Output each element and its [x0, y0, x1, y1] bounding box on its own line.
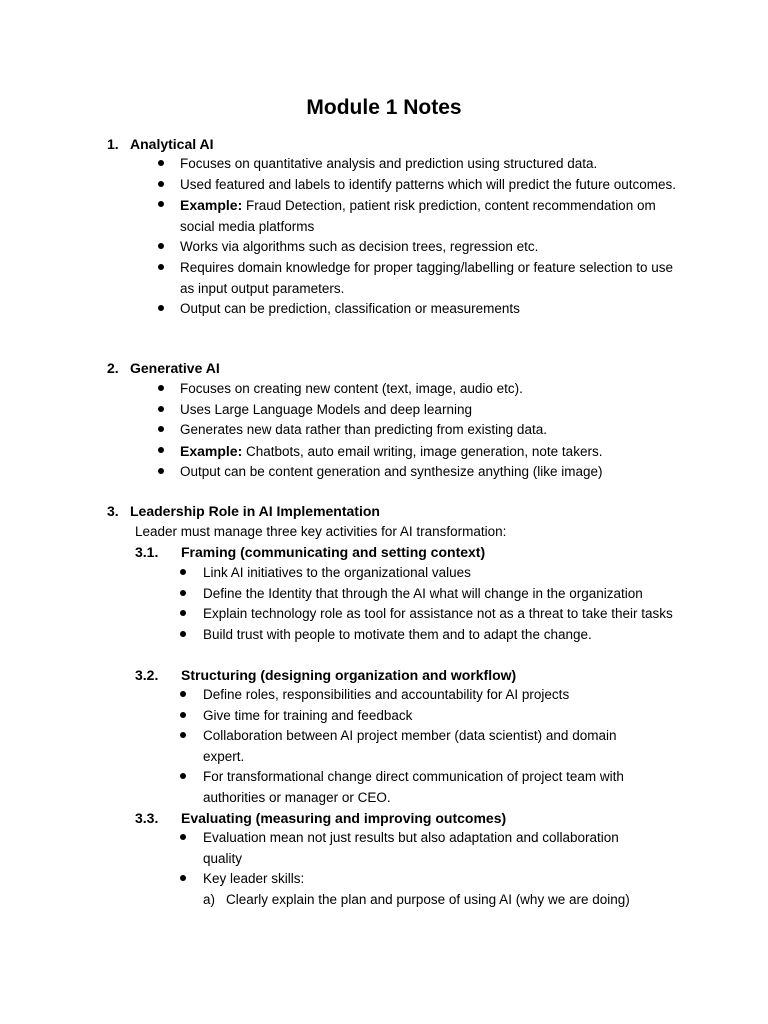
page-title: Module 1 Notes — [306, 96, 462, 119]
bullet-icon — [158, 305, 164, 311]
bullet-text: Works via algorithms such as decision trees, regression etc. — [180, 239, 539, 255]
bullet-icon — [180, 631, 186, 637]
section-number: 1. — [107, 136, 119, 152]
section-title: Leadership Role in AI Implementation — [130, 503, 380, 519]
list-item — [180, 299, 680, 320]
bullet-icon — [158, 201, 164, 207]
bullet-text: Focuses on creating new content (text, image, audio etc). — [180, 381, 523, 396]
list-item — [180, 237, 680, 258]
bullet-text: Used featured and labels to identify patterns which will predict the future outcomes. — [180, 176, 677, 192]
bullet-icon — [180, 875, 186, 881]
bullet-icon — [158, 447, 164, 453]
bullet-text: Fraud Detection, patient risk prediction, content recommendation om social media platforms — [180, 198, 656, 234]
bullet-list-evaluating — [203, 828, 653, 890]
bullet-icon — [180, 610, 186, 616]
bullet-icon — [158, 160, 164, 166]
list-item — [180, 258, 680, 299]
subsection-heading-evaluating — [135, 808, 506, 828]
list-item — [180, 175, 680, 196]
list-item — [203, 706, 653, 727]
section-number: 2. — [107, 360, 119, 376]
list-item — [203, 726, 653, 767]
bullet-text: Output can be content generation and synthesize anything (like image) — [180, 464, 603, 480]
bullet-text: Requires domain knowledge for proper tagging/labelling or feature selection to use as input output parameters. — [180, 259, 674, 296]
bullet-text: Give time for training and feedback — [203, 707, 413, 723]
bullet-text: Key leader skills: — [203, 871, 305, 887]
bullet-icon — [158, 264, 164, 270]
bullet-icon — [180, 569, 186, 575]
subsection-number: 3.3. — [135, 810, 159, 826]
bullet-icon — [180, 590, 186, 596]
subsection-number: 3.2. — [135, 667, 159, 683]
list-item — [180, 195, 680, 237]
bullet-icon — [180, 834, 186, 840]
bullet-icon — [180, 773, 186, 779]
bullet-text: Generates new data rather than predicting from existing data. — [180, 422, 547, 438]
bullet-text: Focuses on quantitative analysis and prediction using structured data. — [180, 156, 598, 171]
subsection-heading-structuring — [135, 665, 516, 685]
list-item — [203, 625, 673, 646]
list-item — [203, 604, 673, 625]
bullet-list-generative-ai — [180, 379, 700, 483]
list-item — [203, 828, 653, 869]
bullet-icon — [158, 181, 164, 187]
section-intro: Leader must manage three key activities for AI transformation: — [135, 524, 507, 539]
subsection-title: Framing (communicating and setting context) — [181, 544, 486, 560]
section-title: Generative AI — [130, 360, 220, 376]
list-item — [203, 563, 673, 584]
bullet-list-framing — [203, 563, 673, 645]
bullet-icon — [180, 712, 186, 718]
bullet-text: Explain technology role as tool for assistance not as a threat to take their tasks — [203, 606, 673, 622]
bullet-text: Uses Large Language Models and deep learning — [180, 401, 472, 417]
subsection-title: Evaluating (measuring and improving outcomes) — [181, 810, 507, 826]
list-item — [203, 685, 653, 706]
bullet-text: Link AI initiatives to the organizational values — [203, 565, 471, 580]
bullet-text: Define roles, responsibilities and accountability for AI projects — [203, 687, 570, 702]
bullet-list-analytical-ai — [180, 154, 680, 320]
bullet-text: Chatbots, auto email writing, image generation, note takers. — [242, 443, 603, 459]
bullet-text: Output can be prediction, classification or measurements — [180, 301, 520, 317]
subsection-number: 3.1. — [135, 544, 159, 560]
list-item — [180, 441, 700, 463]
bullet-text: Collaboration between AI project member (data scientist) and domain expert. — [203, 728, 617, 764]
bullet-icon — [180, 732, 186, 738]
list-item — [180, 462, 700, 483]
bullet-text: For transformational change direct communication of project team with authorities or manager or CEO. — [203, 769, 624, 805]
bullet-text: Evaluation mean not just results but also adaptation and collaboration quality — [203, 830, 619, 866]
list-item — [203, 767, 653, 808]
bullet-icon — [158, 426, 164, 432]
list-item — [203, 869, 653, 890]
bullet-icon — [158, 243, 164, 249]
bullet-label: Example: — [180, 197, 243, 214]
bullet-label: Example: — [180, 442, 243, 459]
section-heading-leadership-role — [107, 501, 380, 521]
section-title: Analytical AI — [130, 136, 214, 152]
subsection-heading-framing — [135, 542, 485, 562]
lettered-item — [203, 890, 630, 910]
bullet-icon — [158, 385, 164, 391]
lettered-item-text: Clearly explain the plan and purpose of using AI (why we are doing) — [226, 892, 630, 907]
bullet-text: Build trust with people to motivate them and to adapt the change. — [203, 626, 592, 642]
bullet-icon — [158, 468, 164, 474]
list-item — [203, 584, 673, 605]
bullet-icon — [180, 691, 186, 697]
list-item — [180, 420, 700, 441]
list-item — [180, 154, 680, 175]
bullet-icon — [158, 406, 164, 412]
section-heading-generative-ai — [107, 358, 220, 378]
bullet-list-structuring — [203, 685, 653, 809]
section-number: 3. — [107, 503, 119, 519]
list-item — [180, 400, 700, 421]
section-heading-analytical-ai — [107, 134, 214, 154]
list-item — [180, 379, 700, 400]
subsection-title: Structuring (designing organization and workflow) — [181, 667, 517, 683]
bullet-text: Define the Identity that through the AI what will change in the organization — [203, 585, 643, 601]
lettered-item-label: a) — [203, 892, 216, 907]
